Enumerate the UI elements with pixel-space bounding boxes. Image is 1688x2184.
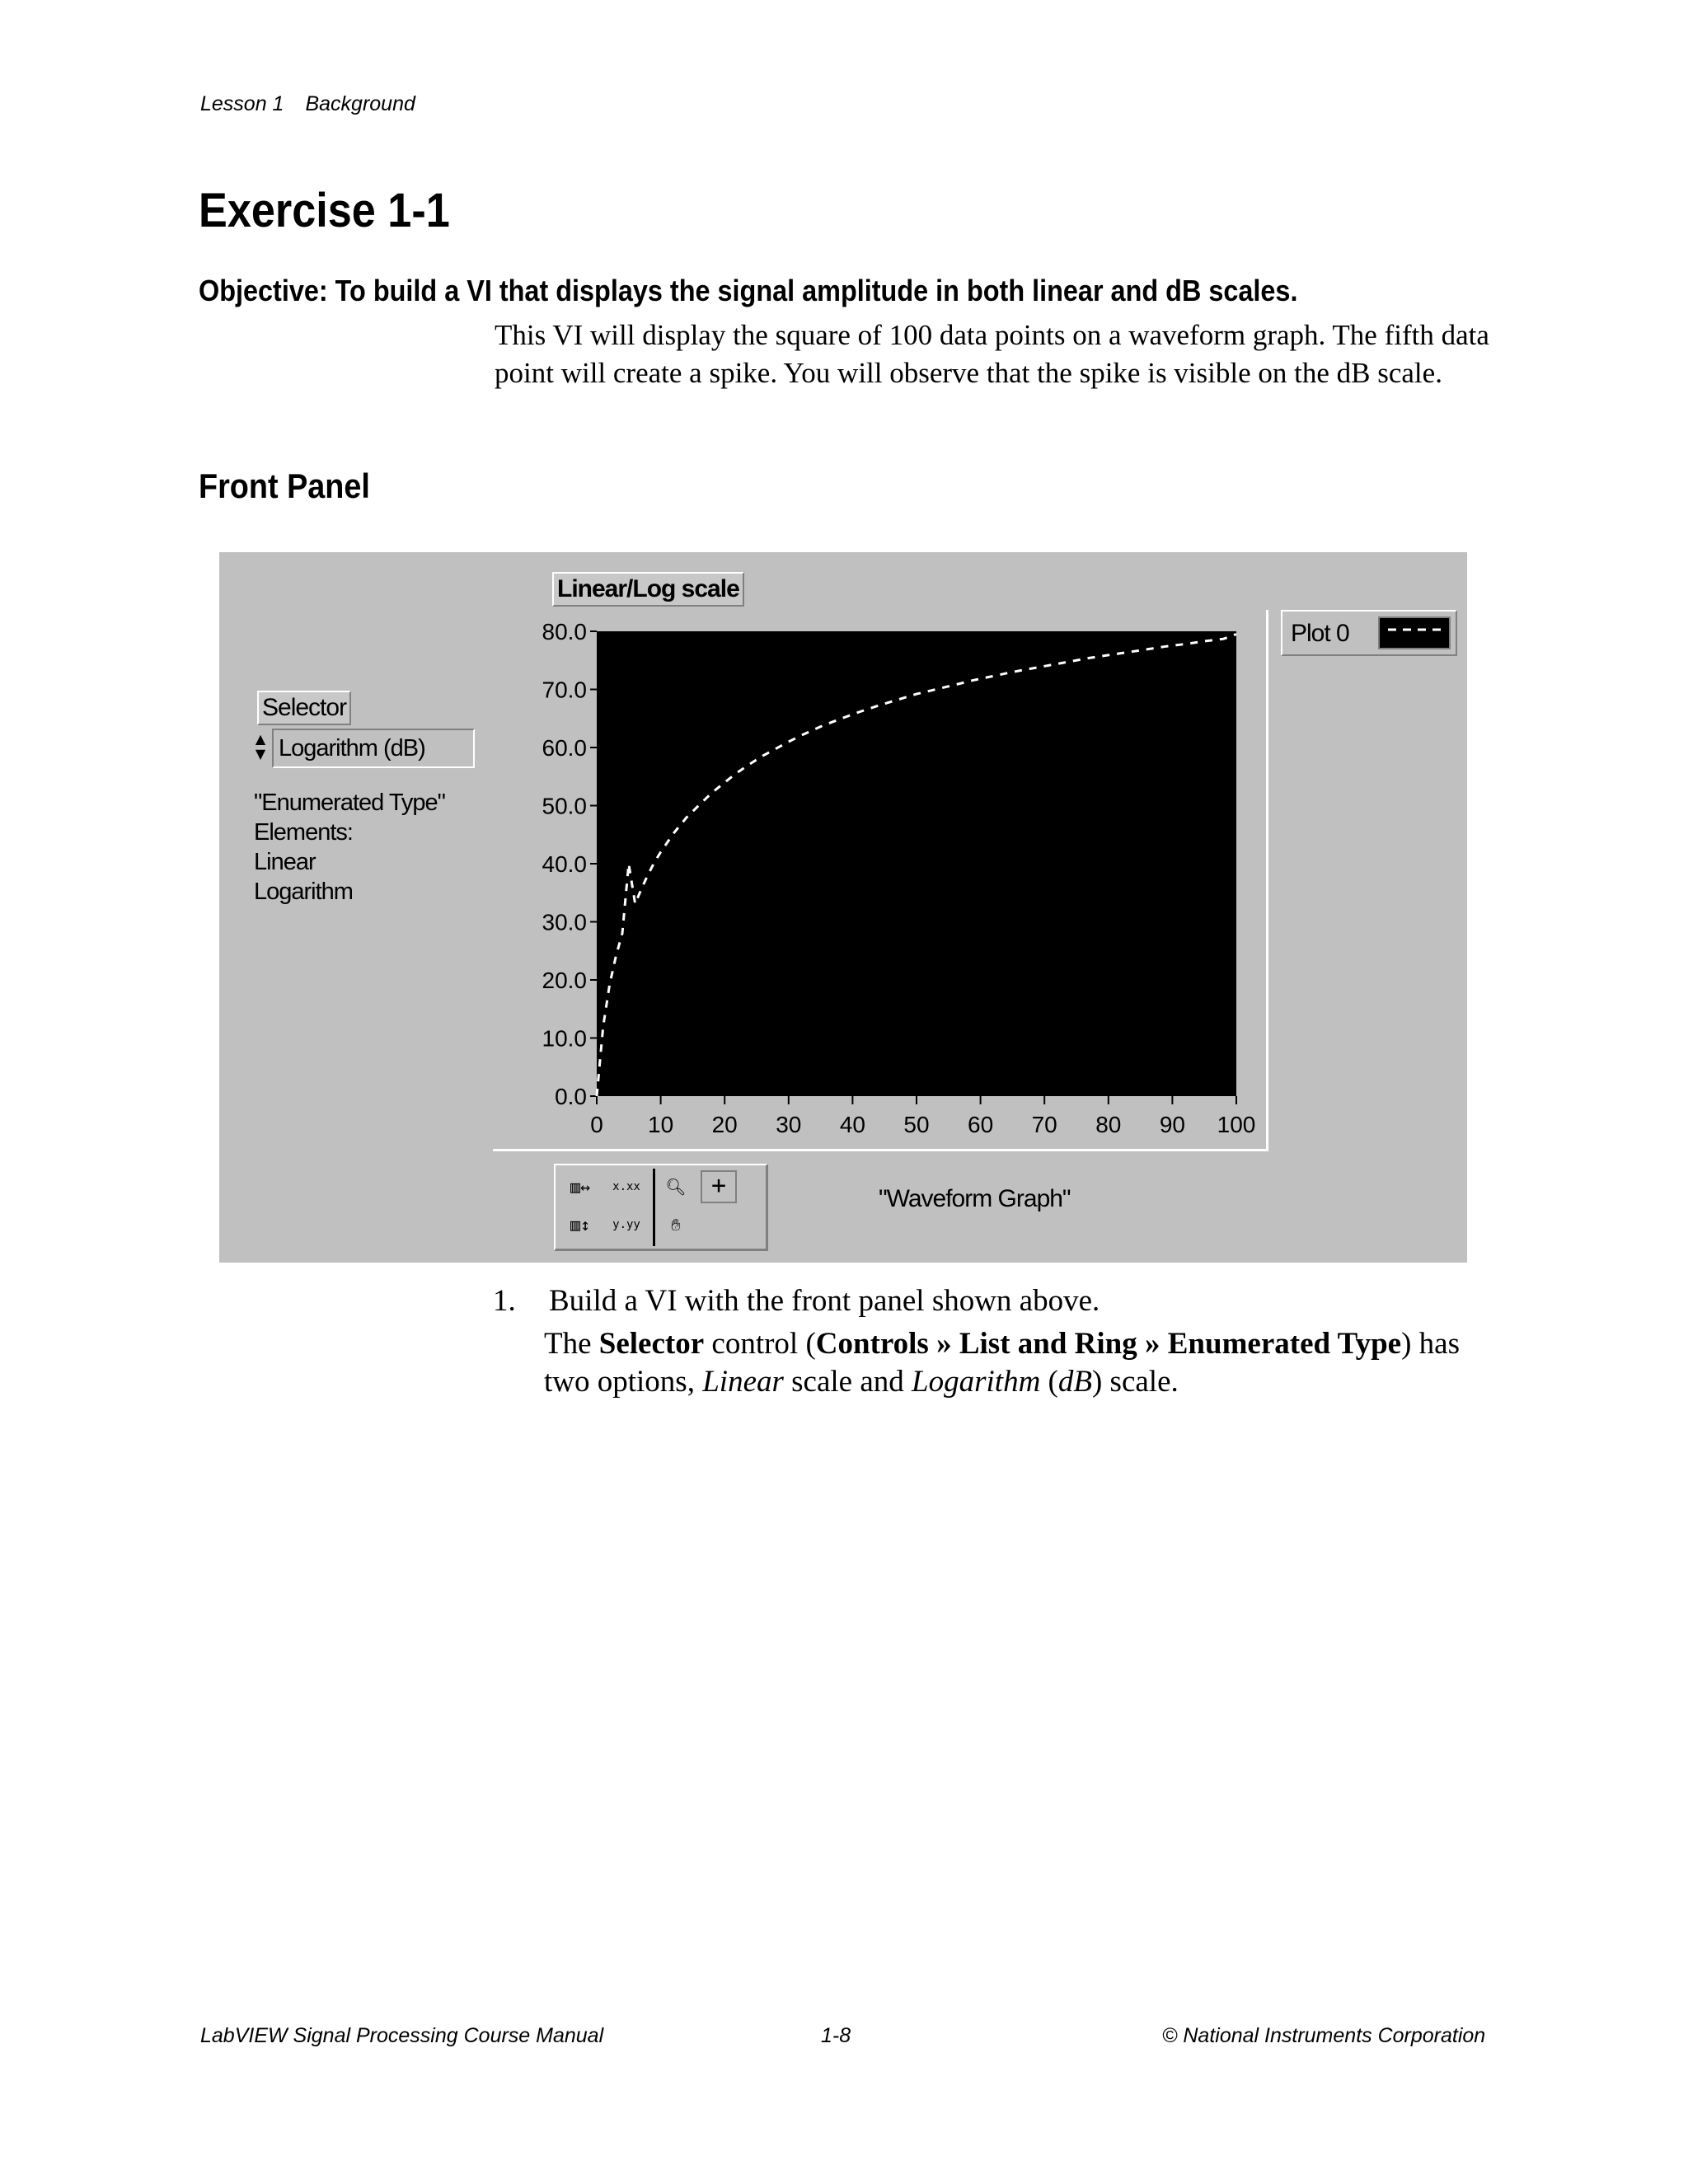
y-tick-label: 30.0 xyxy=(542,909,587,935)
text-run: ) scale. xyxy=(1091,1365,1179,1399)
logarithm-term: Logarithm xyxy=(912,1365,1041,1399)
footer-left: LabVIEW Signal Processing Course Manual xyxy=(200,2024,604,2047)
linear-term: Linear xyxy=(702,1365,784,1399)
plot-legend[interactable] xyxy=(1281,610,1457,656)
x-format-icon[interactable]: x.xx xyxy=(612,1180,640,1193)
zoom-x-icon[interactable]: ▥↔ xyxy=(570,1177,591,1197)
y-tick-label: 80.0 xyxy=(542,619,587,644)
text-run: scale and xyxy=(783,1365,912,1399)
graph-caption: "Waveform Graph" xyxy=(879,1185,1071,1212)
step-1-detail xyxy=(544,1325,1484,1401)
x-tick-label: 40 xyxy=(839,1112,865,1137)
waveform-chart xyxy=(219,552,1467,1263)
x-tick-label: 60 xyxy=(968,1112,994,1137)
db-term: dB xyxy=(1057,1365,1092,1399)
note-line: Linear xyxy=(254,849,316,875)
section-heading: Front Panel xyxy=(199,466,370,505)
front-panel-screenshot xyxy=(219,552,1467,1263)
zoom-icon[interactable]: 🔍︎ xyxy=(665,1177,687,1197)
objective-text: Objective: To build a VI that displays the signal amplitude in both linear and dB scales. xyxy=(199,274,1298,307)
pan-hand-icon[interactable]: ✋︎ xyxy=(671,1215,681,1235)
selector-spinner-icon[interactable]: ▲ ▼ xyxy=(255,731,266,762)
intro-paragraph: This VI will display the square of 100 data points on a waveform graph. The fifth data point will create a spike. You will observe that the spike is visible on the dB scale. xyxy=(495,319,1489,389)
x-tick-label: 30 xyxy=(776,1112,802,1137)
legend-line-swatch xyxy=(1378,616,1451,649)
x-tick-label: 10 xyxy=(648,1112,674,1137)
graph-title-label: Linear/Log scale xyxy=(552,572,744,607)
x-tick-label: 90 xyxy=(1159,1112,1185,1137)
running-header xyxy=(200,92,415,116)
y-tick-label: 10.0 xyxy=(542,1025,587,1052)
step-1 xyxy=(493,1282,1515,1320)
note-line: "Enumerated Type" xyxy=(254,790,445,816)
text-run: The xyxy=(544,1327,599,1361)
text-run: ( xyxy=(1040,1365,1058,1399)
step-number: 1. xyxy=(493,1284,516,1318)
x-tick-label: 0 xyxy=(590,1112,603,1137)
note-line: Elements: xyxy=(254,819,353,846)
series-line-plot-0 xyxy=(597,635,1236,1097)
y-tick-label: 60.0 xyxy=(542,735,587,761)
menu-path: Controls » List and Ring » Enumerated Type xyxy=(815,1327,1402,1361)
y-tick-label: 70.0 xyxy=(542,677,587,703)
crosshair-icon[interactable]: + xyxy=(701,1170,737,1203)
step-text: Build a VI with the front panel shown above. xyxy=(549,1284,1100,1318)
header-lesson: Lesson 1 xyxy=(200,92,284,115)
x-tick-label: 50 xyxy=(903,1112,930,1137)
y-tick-label: 0.0 xyxy=(555,1084,587,1109)
selector-label: Selector xyxy=(257,691,351,725)
y-tick-label: 20.0 xyxy=(542,968,587,993)
x-tick-label: 70 xyxy=(1031,1112,1057,1137)
exercise-title: Exercise 1-1 xyxy=(199,184,450,237)
note-line: Logarithm xyxy=(254,879,353,905)
selector-value: Logarithm (dB) xyxy=(279,735,425,762)
y-format-icon[interactable]: y.yy xyxy=(612,1218,640,1231)
text-run: ) has two options, xyxy=(544,1327,1460,1399)
footer-right: © National Instruments Corporation xyxy=(1162,2024,1486,2047)
zoom-y-icon[interactable]: ▥↕ xyxy=(570,1215,591,1235)
x-tick-label: 20 xyxy=(711,1112,738,1137)
text-run: control ( xyxy=(704,1327,816,1361)
x-tick-label: 100 xyxy=(1217,1112,1256,1137)
x-tick-label: 80 xyxy=(1095,1112,1122,1137)
footer-page: 1-8 xyxy=(821,2024,851,2047)
header-section: Background xyxy=(305,92,415,115)
palette-divider xyxy=(653,1169,655,1246)
graph-palette xyxy=(554,1164,768,1251)
legend-label: Plot 0 xyxy=(1291,620,1349,647)
selector-term: Selector xyxy=(598,1327,705,1361)
y-tick-label: 50.0 xyxy=(542,793,587,819)
y-tick-label: 40.0 xyxy=(542,851,587,877)
